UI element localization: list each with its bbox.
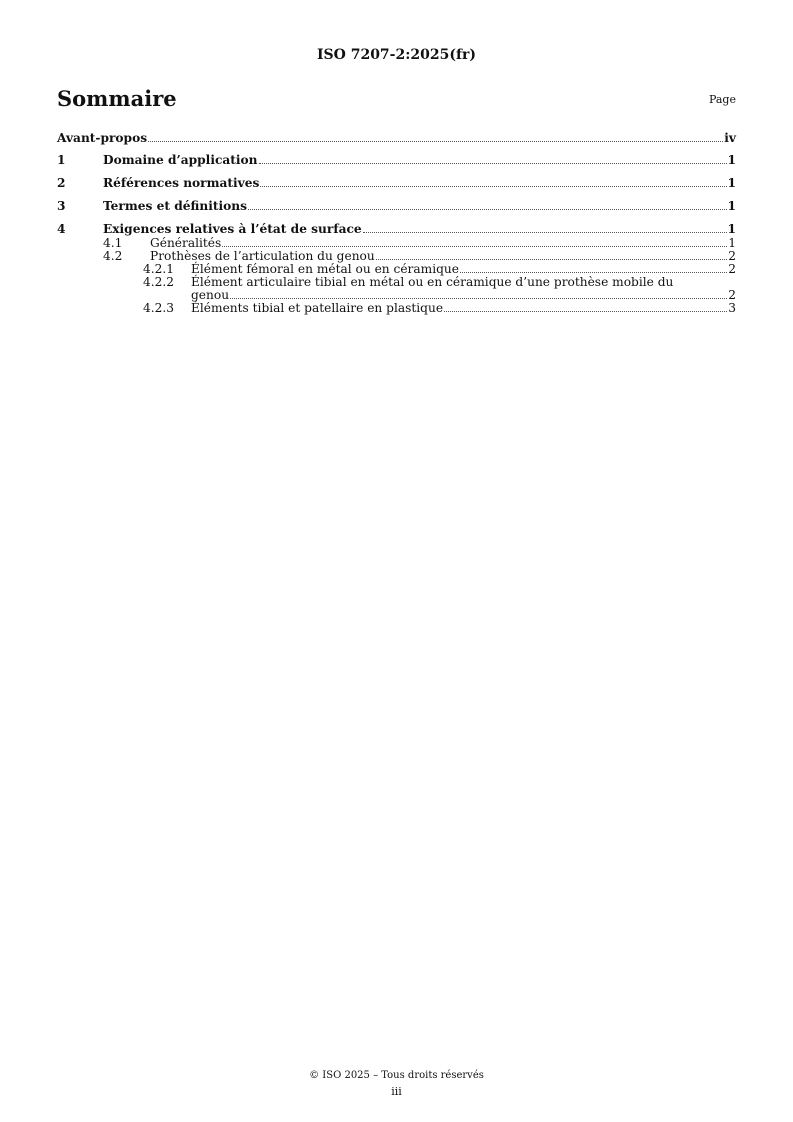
- toc-entry-page: 2: [728, 262, 736, 276]
- dot-leader: [259, 162, 727, 164]
- toc-entry-plastic-components[interactable]: [57, 302, 736, 315]
- toc-entry-label: Termes et définitions: [103, 199, 247, 213]
- dot-leader: [230, 297, 727, 299]
- toc-entry-label: Élément fémoral en métal ou en céramique: [191, 262, 459, 276]
- toc-entry-label-line2: genou: [191, 287, 230, 302]
- dot-leader: [260, 185, 726, 187]
- toc-entry-label: Exigences relatives à l’état de surface: [103, 222, 362, 236]
- toc-entry-page: 1: [727, 199, 736, 213]
- toc-entry-normative-references[interactable]: [57, 175, 736, 191]
- dot-leader: [363, 231, 727, 233]
- dot-leader: [248, 208, 727, 210]
- dot-leader: [376, 258, 727, 260]
- toc-entry-label: Prothèses de l’articulation du genou: [150, 249, 375, 263]
- dot-leader: [148, 140, 723, 142]
- toc-entry-label-line1: Élément articulaire tibial en métal ou en céramique d’une prothèse mobile du: [191, 275, 674, 289]
- toc-entry-terms-definitions[interactable]: [57, 198, 736, 214]
- toc-entry-page: 1: [727, 153, 736, 167]
- toc-entry-number: 4.2.1: [143, 262, 175, 276]
- toc-entry-number: 2: [57, 176, 66, 190]
- toc-entry-foreword[interactable]: [57, 130, 736, 146]
- toc-entry-page: 1: [727, 176, 736, 190]
- toc-entry-number: 1: [57, 153, 66, 167]
- toc-entry-label: Généralités: [150, 236, 222, 250]
- toc-entry-label: Domaine d’application: [103, 153, 258, 167]
- toc-entry-page: 3: [728, 300, 736, 315]
- toc-entry-number: 4: [57, 222, 66, 236]
- toc-entry-number: 4.2: [103, 249, 123, 263]
- document-header: ISO 7207-2:2025(fr): [316, 47, 477, 63]
- toc-entry-number: 4.2.2: [143, 275, 175, 289]
- toc-entry-label: Références normatives: [103, 176, 260, 190]
- toc-entry-number: 3: [57, 199, 66, 213]
- toc-entry-page: iv: [724, 131, 736, 145]
- toc-entry-page: 1: [727, 222, 736, 236]
- toc-entry-surface-requirements[interactable]: [57, 221, 736, 237]
- page-number: iii: [391, 1085, 402, 1098]
- toc-entry-label: Avant-propos: [57, 131, 148, 145]
- dot-leader: [460, 271, 727, 273]
- table-of-contents: [57, 130, 736, 315]
- toc-entry-label: Éléments tibial et patellaire en plastique: [191, 300, 444, 315]
- toc-entry-number: 4.2.3: [143, 300, 175, 315]
- copyright-notice: © ISO 2025 – Tous droits réservés: [309, 1070, 484, 1081]
- toc-title: Sommaire: [57, 86, 177, 111]
- dot-leader: [222, 245, 727, 247]
- toc-entry-page: 2: [728, 249, 736, 263]
- dot-leader: [444, 310, 727, 312]
- page-footer: [0, 1068, 793, 1100]
- page-column-label: Page: [708, 93, 736, 106]
- toc-entry-number: 4.1: [103, 236, 123, 250]
- toc-entry-page: 2: [728, 287, 736, 302]
- toc-entry-page: 1: [728, 236, 736, 250]
- toc-entry-tibial-articular-component[interactable]: [57, 276, 736, 302]
- toc-entry-scope[interactable]: [57, 152, 736, 168]
